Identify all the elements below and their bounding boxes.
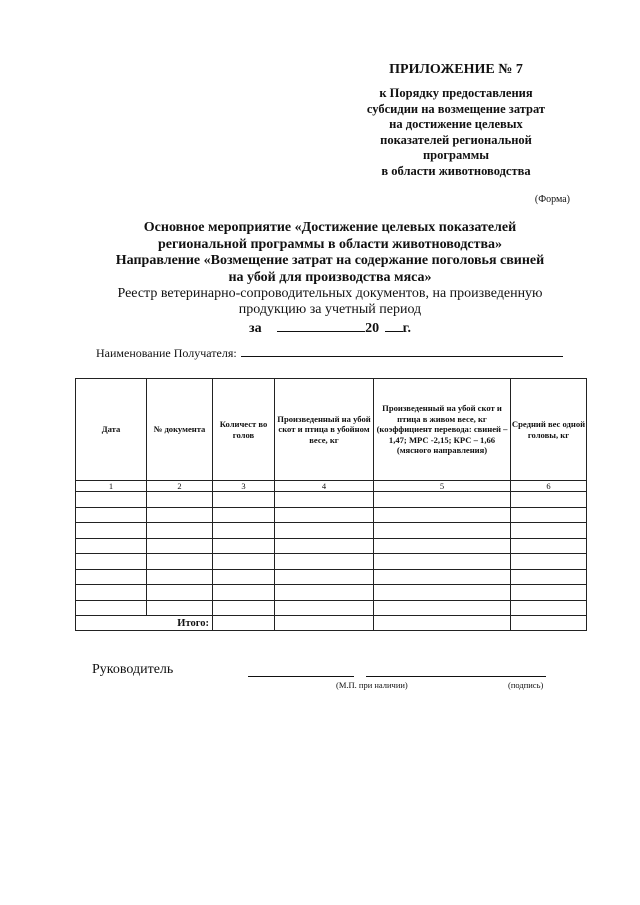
- column-number: 1: [76, 481, 147, 492]
- table-cell[interactable]: [511, 492, 587, 508]
- period-blank-field[interactable]: [277, 318, 365, 332]
- table-cell[interactable]: [213, 569, 275, 585]
- appendix-number: ПРИЛОЖЕНИЕ № 7: [389, 62, 523, 77]
- column-header: № документа: [147, 379, 213, 481]
- table-row: [76, 600, 587, 616]
- appendix-line: в области животноводства: [381, 163, 531, 178]
- registry-title-line: Реестр ветеринарно-сопроводительных документов, на произведенную: [117, 286, 543, 301]
- recipient-label: Наименование Получателя:: [96, 346, 237, 360]
- period-year-prefix: 20: [365, 321, 380, 336]
- table-cell[interactable]: [147, 585, 213, 601]
- table-cell[interactable]: [374, 523, 511, 539]
- registry-table: [75, 378, 587, 631]
- table-cell[interactable]: [275, 554, 374, 570]
- table-cell[interactable]: [275, 492, 374, 508]
- heading-line: Направление «Возмещение затрат на содержание поголовья свиней: [115, 253, 545, 268]
- period-line: [84, 318, 576, 338]
- stamp-line[interactable]: [248, 676, 354, 677]
- column-header: Дата: [76, 379, 147, 481]
- table-cell[interactable]: [275, 569, 374, 585]
- table-cell[interactable]: [76, 600, 147, 616]
- appendix-line: на достижение целевых: [389, 117, 523, 132]
- table-cell[interactable]: [275, 585, 374, 601]
- total-row: [76, 616, 587, 631]
- table-cell[interactable]: [213, 492, 275, 508]
- table-cell[interactable]: [511, 600, 587, 616]
- registry-title-line: продукцию за учетный период: [238, 302, 422, 317]
- table-cell[interactable]: [147, 538, 213, 554]
- heading-line: региональной программы в области животноводства»: [157, 236, 503, 252]
- table-cell[interactable]: [275, 600, 374, 616]
- table-row: [76, 585, 587, 601]
- column-header: Средний вес одной головы, кг: [511, 379, 587, 481]
- table-row: [76, 538, 587, 554]
- table-cell[interactable]: [147, 569, 213, 585]
- table-cell[interactable]: [275, 507, 374, 523]
- table-row: [76, 569, 587, 585]
- heading-line: на убой для производства мяса»: [228, 269, 432, 285]
- table-cell[interactable]: [511, 585, 587, 601]
- table-header-row: [76, 379, 587, 481]
- table-cell[interactable]: [275, 616, 374, 631]
- document-heading: [84, 220, 576, 338]
- table-cell[interactable]: [213, 538, 275, 554]
- table-cell[interactable]: [374, 569, 511, 585]
- table-cell[interactable]: [511, 554, 587, 570]
- column-number: 3: [213, 481, 275, 492]
- table-cell[interactable]: [213, 523, 275, 539]
- column-number: 5: [374, 481, 511, 492]
- table-cell[interactable]: [76, 554, 147, 570]
- period-prefix: за: [249, 321, 262, 336]
- table-cell[interactable]: [76, 569, 147, 585]
- period-year-blank-field[interactable]: [385, 318, 403, 332]
- table-cell[interactable]: [213, 507, 275, 523]
- signature-line[interactable]: [366, 676, 546, 677]
- appendix-line: к Порядку предоставления: [379, 86, 533, 100]
- table-cell[interactable]: [147, 600, 213, 616]
- table-cell[interactable]: [374, 616, 511, 631]
- table-cell[interactable]: [76, 523, 147, 539]
- table-cell[interactable]: [147, 554, 213, 570]
- total-label: Итого:: [76, 616, 213, 631]
- table-cell[interactable]: [213, 616, 275, 631]
- forma-label: (Форма): [534, 194, 570, 205]
- column-number: 2: [147, 481, 213, 492]
- column-number: 6: [511, 481, 587, 492]
- stamp-caption: (М.П. при наличии): [336, 680, 408, 690]
- table-cell[interactable]: [147, 507, 213, 523]
- column-header: Произведенный на убой скот и птица в живом весе, кг (коэффициент перевода: свиней – 1,47; МРС -2,15; КРС – 1,66 (мясного направления): [374, 379, 511, 481]
- table-cell[interactable]: [511, 569, 587, 585]
- column-header: Количест во голов: [213, 379, 275, 481]
- table-cell[interactable]: [511, 538, 587, 554]
- table-data-rows: [76, 492, 587, 616]
- table-cell[interactable]: [511, 507, 587, 523]
- table-row: [76, 523, 587, 539]
- table-cell[interactable]: [76, 538, 147, 554]
- director-label: Руководитель: [92, 662, 174, 677]
- table-cell[interactable]: [213, 554, 275, 570]
- table-row: [76, 507, 587, 523]
- table-cell[interactable]: [213, 585, 275, 601]
- appendix-line: программы: [422, 148, 490, 163]
- appendix-line: показателей региональной: [380, 132, 532, 147]
- table-cell[interactable]: [275, 523, 374, 539]
- table-cell[interactable]: [147, 492, 213, 508]
- period-suffix: г.: [402, 321, 411, 336]
- table-cell[interactable]: [374, 492, 511, 508]
- table-cell[interactable]: [76, 492, 147, 508]
- column-number: 4: [275, 481, 374, 492]
- recipient-row: [96, 346, 563, 361]
- table-cell[interactable]: [374, 538, 511, 554]
- table-cell[interactable]: [275, 538, 374, 554]
- table-cell[interactable]: [511, 523, 587, 539]
- table-cell[interactable]: [374, 600, 511, 616]
- heading-line: Основное мероприятие «Достижение целевых показателей: [143, 220, 517, 235]
- column-header: Произведенный на убой скот и птица в убойном весе, кг: [275, 379, 374, 481]
- table-cell[interactable]: [374, 507, 511, 523]
- appendix-line: субсидии на возмещение затрат: [366, 101, 546, 116]
- table-cell[interactable]: [213, 600, 275, 616]
- table-cell[interactable]: [76, 507, 147, 523]
- table-row: [76, 492, 587, 508]
- table-cell[interactable]: [76, 585, 147, 601]
- signature-caption: (подпись): [508, 680, 544, 690]
- table-cell[interactable]: [374, 554, 511, 570]
- table-cell[interactable]: [511, 616, 587, 631]
- table-row: [76, 554, 587, 570]
- table-cell[interactable]: [147, 523, 213, 539]
- appendix-block: [336, 62, 576, 180]
- table-cell[interactable]: [374, 585, 511, 601]
- column-number-row: [76, 481, 587, 492]
- recipient-blank-field[interactable]: [241, 346, 563, 357]
